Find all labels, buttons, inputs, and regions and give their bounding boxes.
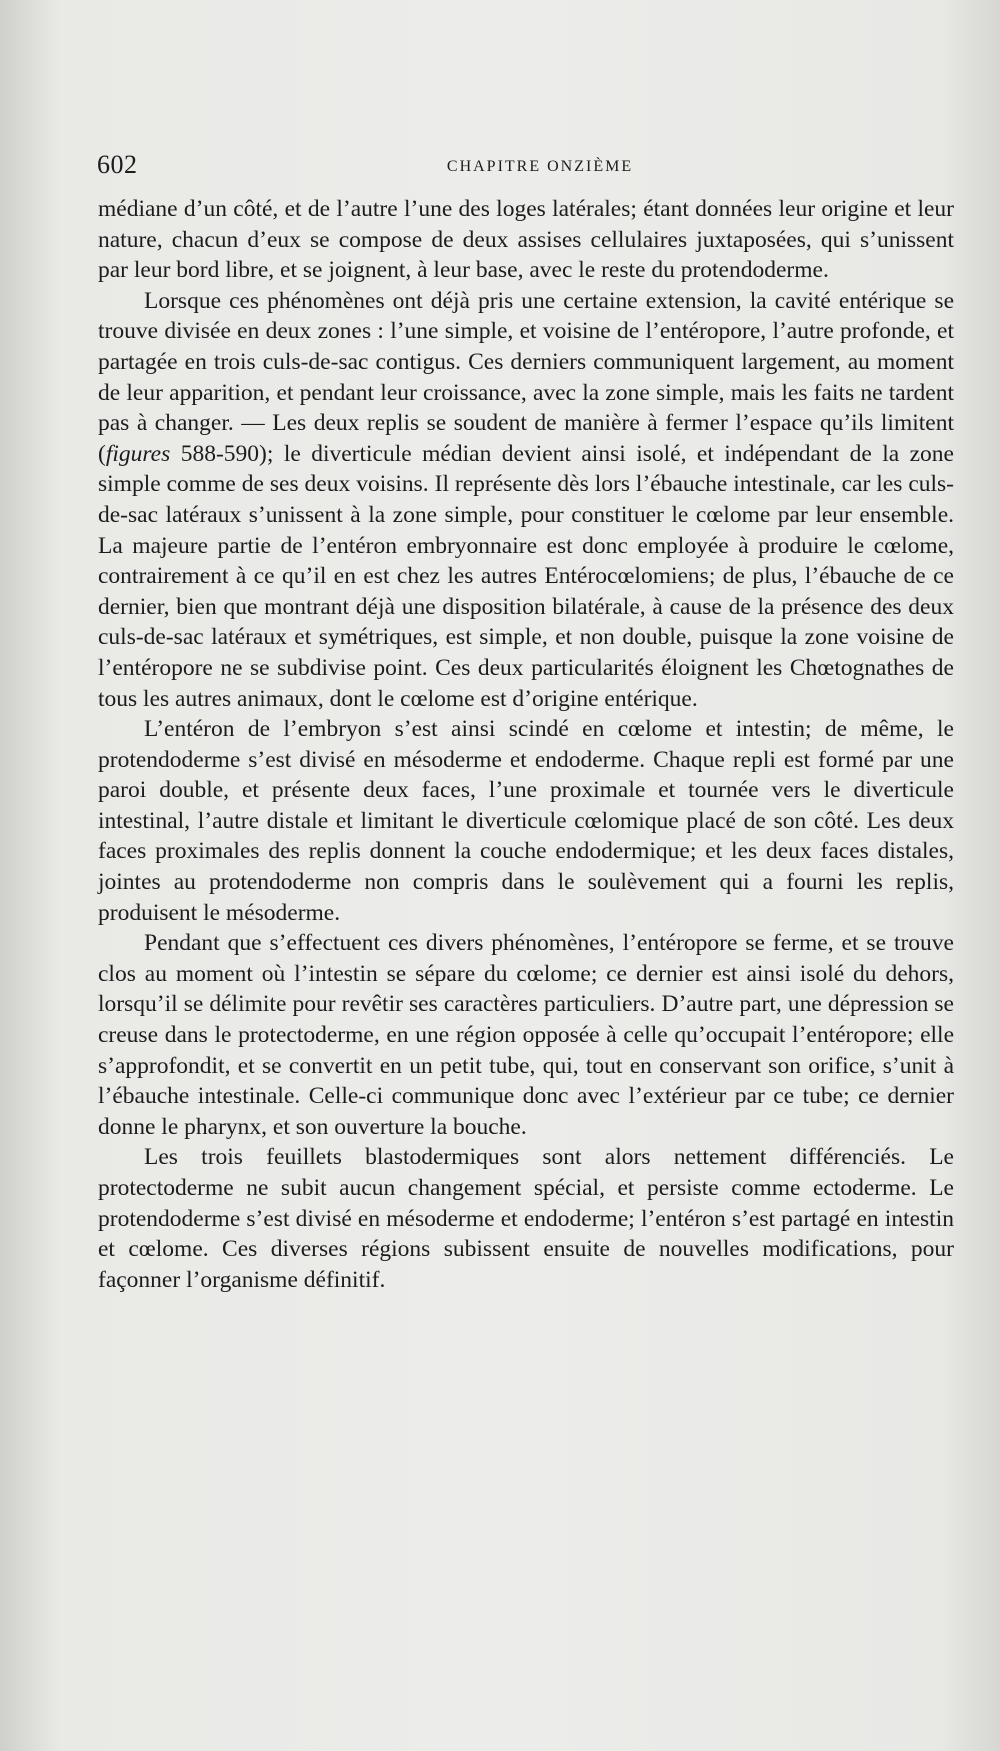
page-header — [97, 150, 953, 180]
paragraph: Pendant que s’effectuent ces divers phénomènes, l’entéropore se ferme, et se trouve clos au moment où l’intestin se sépare du cœlome; ce dernier est ainsi isolé du dehors, lorsqu’il se délimite pour revêtir ses caractères particuliers. D’autre part, une dépression se creuse dans le protectoderme, en une région opposée à celle qu’occupait l’entéropore; elle s’approfondit, et se convertit en un petit tube, qui, tout en conservant son orifice, s’unit à l’ébauche intestinale. Celle-ci communique donc avec l’extérieur par ce tube; ce dernier donne le pharynx, et son ouverture la bouche. — [98, 930, 954, 1140]
paragraph — [98, 286, 954, 714]
paragraph: L’entéron de l’embryon s’est ainsi scindé en cœlome et intestin; de même, le protendoderme s’est divisé en mésoderme et endoderme. Chaque repli est formé par une paroi double, et présente deux faces, l’une proximale et tournée vers le diverticule intestinal, l’autre distale et limitant le diverticule cœlomique placé de son côté. Les deux faces proximales des replis donnent la couche endodermique; et les deux faces distales, jointes au protendoderme non compris dans le soulèvement qui a fourni les replis, produisent le mésoderme. — [98, 716, 954, 926]
paragraph-text: Lorsque ces phénomènes ont déjà pris une certaine extension, la cavité entérique se trouve divisée en deux zones : l’une simple, et voisine de l’entéropore, l’autre profonde, et partagée en trois culs-de-sac contigus. Ces derniers communiquent largement, au moment de leur apparition, et pendant leur croissance, avec la zone simple, mais les faits ne tardent pas à changer. — Les deux replis se soudent de manière à fermer l’espace qu’ils limitent ( — [98, 287, 954, 467]
paragraph-text: 588-590); le diverticule médian devient ainsi isolé, et indépendant de la zone simple comme de ses deux voisins. Il représente dès lors l’ébauche intestinale, car les culs-de-sac latéraux s’unissent à la zone simple, pour constituer le cœlome par leur ensemble. La majeure partie de l’entéron embryonnaire est donc employée à produire le cœlome, contrairement à ce qu’il en est chez les autres Entérocœlomiens; de plus, l’ébauche de ce dernier, bien que montrant déjà une disposition bilatérale, à cause de la présence des deux culs-de-sac latéraux et symétriques, est simple, et non double, puisque la zone voisine de l’entéropore ne se subdivise point. Ces deux particularités éloignent les Chœtognathes de tous les autres animaux, dont le cœlome est d’origine entérique. — [98, 440, 954, 712]
chapter-title: CHAPITRE ONZIÈME — [446, 158, 634, 175]
italic-text: figures — [105, 440, 171, 467]
body-text — [98, 194, 954, 1295]
paragraph: médiane d’un côté, et de l’autre l’une des loges latérales; étant données leur origine et leur nature, chacun d’eux se compose de deux assises cellulaires juxtaposées, qui s’unissent par leur bord libre, et se joignent, à leur base, avec le reste du protendoderme. — [98, 196, 954, 284]
page-number: 602 — [97, 150, 138, 179]
paragraph: Les trois feuillets blastodermiques sont alors nettement différenciés. Le protectoderme ne subit aucun changement spécial, et persiste comme ectoderme. Le protendoderme s’est divisé en mésoderme et endoderme; l’entéron s’est partagé en intestin et cœlome. Ces diverses régions subissent ensuite de nouvelles modifications, pour façonner l’organisme définitif. — [98, 1144, 954, 1293]
